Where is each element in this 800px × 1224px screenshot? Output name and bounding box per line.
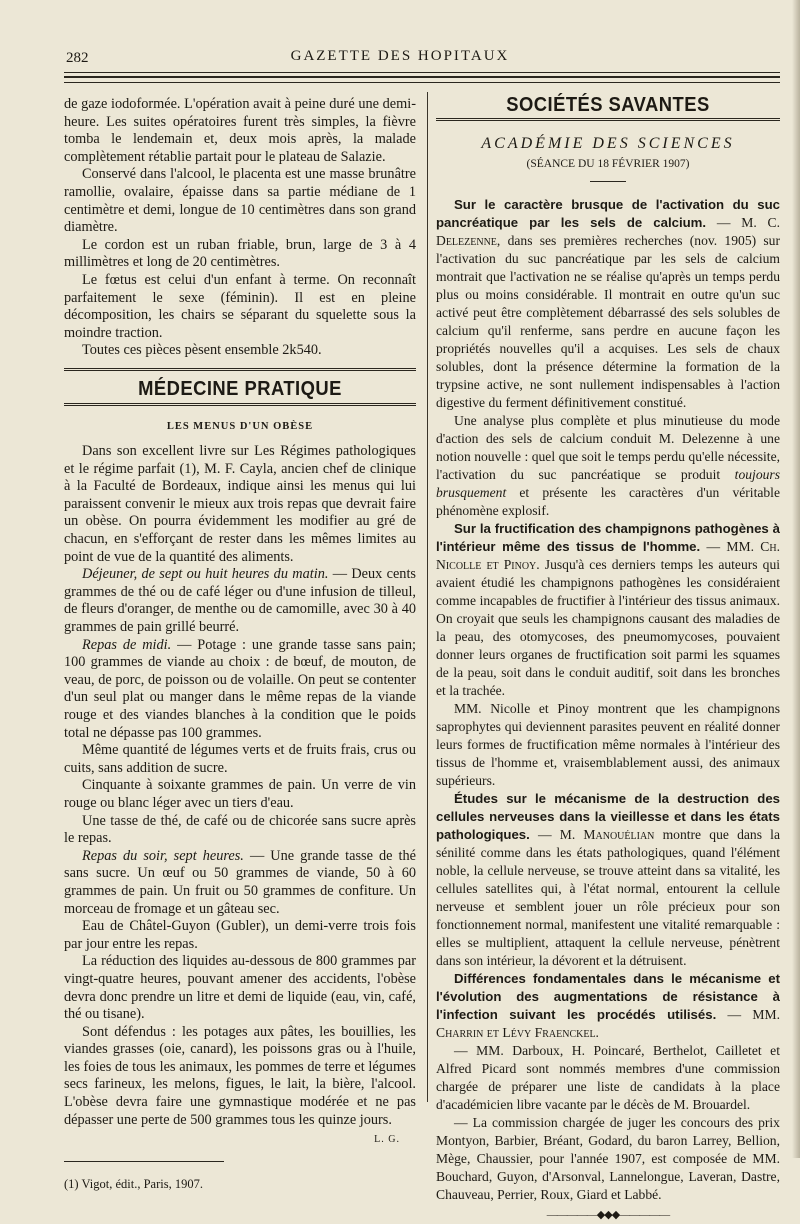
footnote: (1) Vigot, édit., Paris, 1907. — [64, 1176, 203, 1191]
communication-text: dans ses premières recherches (nov. 1905) sur l'activation du suc pancréatique par les sels de calcium montrait que l'activation ne se réalise qu'après un temps perdu plus ou moins considérable. Il montrait en outre qu'un suc activé peut être complètement débarrassé des sels solubles de calcium qu'il renferme, sans perdre en aucune façon les propriétés nouvelles qu'il a acquises. Les sels de chaux solubles, dont la présence détermine la formation de la trypsine active, ne sont nullement indispensables à l'action digestive du ferment définitivement constitué. — [436, 233, 780, 410]
section-rule — [64, 403, 416, 406]
emphasis: toujours brusquement — [436, 467, 780, 500]
page-edge — [792, 0, 800, 1158]
article-title: LES MENUS D'UN OBÈSE — [166, 420, 314, 432]
end-ornament: —————◆◆◆————— — [546, 1209, 670, 1221]
communication-author: M. C. Delezenne — [436, 215, 780, 248]
communication-title: Études sur le mécanisme de la destruction des cellules nerveuses dans la vieillesse et dans les états pathologiques. — [436, 791, 780, 842]
menu-text: — Une grande tasse de thé sans sucre. Un œuf ou 50 grammes de viande, 50 à 60 grammes de pain. Un fruit ou 50 grammes de confiture. Un morceau de fromage et un gâteau sec. — [64, 847, 416, 917]
communication-title: Sur la fructification des champignons pathogènes à l'intérieur même des tissus de l'homme. — [436, 521, 780, 554]
communication-author: MM. Ch. Nicolle et Pinoy — [436, 539, 780, 572]
academy-title: ACADÉMIE DES SCIENCES — [481, 135, 735, 152]
communication-text: montre que dans la sénilité comme dans les états pathologiques, quand l'élément noble, la cellule nerveuse, se trouve atteint dans sa vitalité, les cellules satellites qui, à l'état normal, entourent la cellule nerveuse et semblent jouer un rôle précieux pour son fonctionnement normal, manifestent une vitalité remarquable : elles se multiplient, attaquent la cellule nerveuse, pénètrent dans son intérieur, la dévorent et la détruisent. — [436, 827, 780, 968]
paragraph: Même quantité de légumes verts et de fruits frais, crus ou cuits, sans addition de sucre. — [64, 742, 416, 776]
menu-text: — Potage : une grande tasse sans pain; 100 grammes de viande au choix : de bœuf, de mouton, de veau, de porc, de poisson ou de volaille. On peut se contenter d'un seul plat ou manger dans le même repas de la viande rouge et des viandes blanches à la condition que le poids total ne dépasse pas 100 grammes. — [64, 636, 416, 741]
communication: Sur le caractère brusque de l'activation du suc pancréatique par les sels de calcium. — M. C. Delezenne, dans ses premières recherches (nov. 1905) sur l'activation du suc pancréatique par les sels de calcium montrait que l'activation ne se réalise qu'après un temps perdu plus ou moins considérable. Il montrait en outre qu'un suc activé peut être complètement débarrassé des sels solubles de calcium qu'il renferme, sans perdre en aucune façon les propriétés nouvelles qu'il a acquises. Les sels de chaux solubles, dont la présence détermine la formation de la trypsine active, ne sont nullement indispensables à l'action digestive du ferment définitivement constitué. — [436, 197, 780, 410]
paragraph: Eau de Châtel-Guyon (Gubler), un demi-verre trois fois par jour entre les repas. — [64, 918, 416, 952]
page-number: 282 — [66, 50, 89, 66]
communication: Études sur le mécanisme de la destruction des cellules nerveuses dans la vieillesse et dans les états pathologiques. — M. Manouélian montre que dans la sénilité comme dans les états pathologiques, quand l'élément noble, la cellule nerveuse, se trouve atteint dans sa vitalité, les cellules satellites qui, à l'état normal, entourent la cellule nerveuse et semblent jouer un rôle précieux pour son fonctionnement normal, manifestent une vitalité remarquable : elles se multiplient, attaquent la cellule nerveuse, pénètrent dans son intérieur, la dévorent et la détruisent. — [436, 791, 780, 968]
communication: MM. Nicolle et Pinoy montrent que les champignons saprophytes qui deviennent parasites peuvent en réalité donner leurs formes de fructification même normales à l'intérieur des tissus de l'homme et, vraisemblablement aussi, des animaux supérieurs. — [436, 701, 780, 788]
left-column — [64, 96, 416, 1193]
footnote-rule — [64, 1161, 224, 1162]
menu-label: Déjeuner, de sept ou huit heures du matin. — [82, 566, 329, 583]
paragraph — [64, 566, 416, 636]
menu-text: — Deux cents grammes de thé ou de café léger ou d'une infusion de tilleul, de fleurs d'oranger, de menthe ou de camomille, avec 30 à 40 grammes de pain grillé beurré. — [64, 566, 416, 636]
communication: — La commission chargée de juger les concours des prix Montyon, Barbier, Bréant, Godard, du baron Larrey, Bellion, Mège, Chaussier, pour l'année 1907, est composée de MM. Bouchard, Guyon, d'Arsonval, Lannelongue, Laveran, Dastre, Chauveau, Perrier, Roux, Giard et Labbé. — [436, 1115, 780, 1202]
section-title-societes: SOCIÉTÉS SAVANTES — [506, 94, 710, 116]
communication — [436, 412, 780, 520]
session-date: (SÉANCE DU 18 FÉVRIER 1907) — [526, 158, 690, 170]
paragraph: Le cordon est un ruban friable, brun, large de 3 à 4 millimètres et long de 20 centimètres. — [64, 236, 416, 271]
header-rule-double — [64, 76, 780, 78]
paragraph: Dans son excellent livre sur Les Régimes pathologiques et le régime parfait (1), M. F. Cayla, ancien chef de clinique à la Faculté de Bordeaux, indique ainsi les menus qui lui paraissent convenir le mieux aux trois repas que devrait faire un obèse. On pourra évidemment les modifier au gré de chacun, en s'efforçant de rester dans les mêmes limites au point de vue de la quantité des aliments. — [64, 443, 416, 565]
paragraph: Toutes ces pièces pèsent ensemble 2k540. — [82, 342, 322, 359]
communication-text: Une analyse plus complète et plus minutieuse du mode d'action des sels de calcium conduit M. Delezenne à une notion nouvelle : quel que soit le temps perdu qu'elle nécessite, l'activation du suc pancréatique se produit — [436, 413, 780, 482]
communication-title: Sur le caractère brusque de l'activation du suc pancréatique par les sels de calcium. — [436, 197, 780, 230]
communication-author: M. Manouélian — [559, 827, 655, 842]
header-rule-lower — [64, 82, 780, 83]
communication-title: Différences fondamentales dans le mécanisme et l'évolution des augmentations de résistance à l'infection suivant les procédés utilisés. — [436, 971, 780, 1022]
section-rule — [436, 118, 780, 121]
signature: L. G. — [374, 1134, 400, 1146]
menu-label: Repas de midi. — [82, 636, 172, 653]
communication-text: Jusqu'à ces derniers temps les auteurs qui avaient étudié les champignons pathogènes les considéraient comme incapables de fructifier à l'intérieur des tissus animaux. On croyait que seuls les champignons causant des maladies de la peau, des otomycoses, des pneumomycoses, pouvaient donner leurs organes de fructification soit parmi les squames de la peau, soit dans le conduit auditif, soit dans les bronches et la trachée. — [436, 557, 781, 698]
menu-label: Repas du soir, sept heures. — [82, 847, 244, 864]
right-column — [436, 96, 780, 1224]
paragraph: de gaze iodoformée. L'opération avait à peine duré une demi-heure. Les suites opératoires furent très simples, la fièvre tomba le lendemain et, deux mois après, la malade complètement rétablie partait pour le plateau de Salazie. — [64, 96, 416, 165]
running-title: GAZETTE DES HOPITAUX — [290, 48, 510, 64]
section-title-medecine: MÉDECINE PRATIQUE — [138, 377, 342, 400]
paragraph: La réduction des liquides au-dessous de 800 grammes par vingt-quatre heures, pouvant amener des accidents, l'obèse devra donc prendre un litre et demi de liquide (eau, vin, café, thé ou tisane). — [64, 953, 416, 1023]
communication: Sur la fructification des champignons pathogènes à l'intérieur même des tissus de l'homme. — MM. Ch. Nicolle et Pinoy. Jusqu'à ces derniers temps les auteurs qui avaient étudié les champignons pathogènes les considéraient comme incapables de fructifier à l'intérieur des tissus animaux. On croyait que seuls les champignons causant des maladies de la peau, des otomycoses, des pneumomycoses, pouvaient donner leurs organes de fructification soit parmi les squames de la peau, soit dans le conduit auditif, soit dans les bronches et la trachée. — [436, 521, 781, 698]
paragraph: Sont défendus : les potages aux pâtes, les bouillies, les viandes grasses (oie, canard), les poissons gras ou à l'huile, les foies de tous les animaux, les pommes de terre et légumes secs farineux, les melons, figues, le lait, la bière, l'alcool. L'obèse devra faire une gymnastique modérée et ne pas dépasser une perte de 500 grammes tous les quinze jours. — [64, 1023, 416, 1128]
paragraph: Conservé dans l'alcool, le placenta est une masse brunâtre ramollie, ovalaire, épaisse dans sa partie médiane de 1 centimètre et demi, longue de 10 centimètres dans son grand diamètre. — [64, 166, 416, 236]
paragraph: Le fœtus est celui d'un enfant à terme. On reconnaît parfaitement le sexe (féminin). Il est en pleine décomposition, les chairs se séparant du squelette sous la moindre traction. — [64, 271, 416, 341]
paragraph: Une tasse de thé, de café ou de chicorée sans sucre après le repas. — [64, 812, 416, 847]
paragraph — [64, 637, 416, 743]
section-rule — [64, 368, 416, 371]
short-rule — [590, 181, 626, 182]
header-rule — [64, 72, 780, 73]
paragraph — [64, 848, 416, 918]
communication: — MM. Darboux, H. Poincaré, Berthelot, Cailletet et Alfred Picard sont nommés membres d'une commission chargée de préparer une liste de candidats à la place d'académicien libre vacante par le décès de M. Brouardel. — [436, 1043, 780, 1112]
communication-author: MM. Charrin et Lévy Fraenckel. — [436, 1007, 780, 1040]
paragraph: Cinquante à soixante grammes de pain. Un verre de vin rouge ou blanc léger avec un tiers d'eau. — [64, 777, 416, 811]
column-separator — [427, 92, 428, 1102]
communication-text: et présente les caractères d'un véritable phénomène explosif. — [436, 485, 780, 518]
communication: Différences fondamentales dans le mécanisme et l'évolution des augmentations de résistance à l'infection suivant les procédés utilisés. — MM. Charrin et Lévy Fraenckel. — [436, 971, 780, 1040]
communication-text: La commission chargée de juger les concours des prix Montyon, Barbier, Bréant, Godard, du baron Larrey, Bellion, Mège, Chaussier, pour l'année 1907, est composée de MM. Bouchard, Guyon, d'Arsonval, Lannelongue, Laveran, Dastre, Chauveau, Perrier, Roux, Giard et Labbé. — [436, 1115, 780, 1202]
communication-text: MM. Darboux, H. Poincaré, Berthelot, Cailletet et Alfred Picard sont nommés membres d'une commission chargée de préparer une liste de candidats à la place d'académicien libre vacante par le décès de M. Brouardel. — [436, 1043, 780, 1112]
